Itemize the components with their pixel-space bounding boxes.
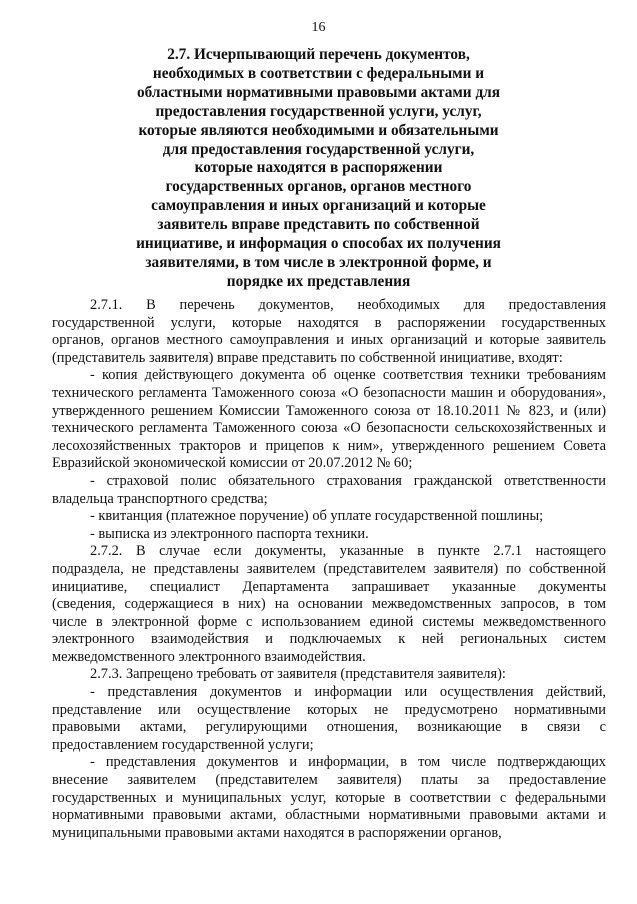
paragraph-line: электронного взаимодействия и подключаемых к ней региональных систем: [52, 631, 606, 648]
paragraph-line: представление или осуществление которых не предусмотрено нормативными: [52, 701, 606, 718]
paragraph-line: - представления документов и информации, в том числе подтверждающих: [90, 754, 606, 771]
paragraph-line: лесохозяйственных тракторов и прицепов к ним», утвержденного решением Совета: [52, 437, 606, 454]
paragraph-line: (сведения, содержащиеся в них) на основании межведомственных запросов, в том: [52, 596, 606, 613]
heading-line: которые находятся в распоряжении: [194, 159, 443, 177]
paragraph: [52, 508, 606, 526]
heading-line: порядке их представления: [226, 272, 411, 290]
paragraph-line: (представитель заявителя) вправе представить по собственной инициативе, входят:: [52, 349, 563, 366]
paragraph-line: - копия действующего документа об оценке соответствия техники требованиям: [90, 367, 606, 384]
heading-line: которые являются необходимыми и обязательными: [138, 121, 499, 139]
paragraph: [52, 684, 606, 754]
paragraph-line: внесение заявителем (представителем заявителя) платы за предоставление: [52, 772, 606, 789]
paragraph-line: - представления документов и информации или осуществления действий,: [90, 684, 606, 701]
section-heading: [100, 46, 537, 292]
paragraph-line: муниципальными правовыми актами находятся в распоряжении органов,: [52, 824, 502, 841]
paragraph-line: 2.7.3. Запрещено требовать от заявителя (представителя заявителя):: [90, 666, 506, 683]
paragraph-line: государственной услуги, которые находятся в распоряжении государственных: [52, 314, 606, 331]
page-number: 16: [311, 20, 326, 35]
paragraph-line: предоставлением государственной услуги;: [52, 736, 314, 753]
paragraph-line: - выписка из электронного паспорта техники.: [90, 525, 369, 542]
paragraph: [52, 297, 606, 367]
paragraph-line: владельца транспортного средства;: [52, 490, 268, 507]
paragraph: [52, 526, 606, 544]
paragraph-line: технического регламента Таможенного союза «О безопасности сельскохозяйственных и: [52, 420, 606, 437]
paragraph-line: - страховой полис обязательного страхования гражданской ответственности: [90, 472, 606, 489]
paragraph-line: технического регламента Таможенного союза «О безопасности машин и оборудования»,: [52, 384, 606, 401]
heading-line: заявителями, в том числе в электронной форме, и: [145, 253, 492, 271]
paragraph-line: нормативными правовыми актами, областными нормативными правовыми актами и: [52, 807, 606, 824]
paragraph-line: - квитанция (платежное поручение) об уплате государственной пошлины;: [90, 508, 544, 525]
heading-line: самоуправления и иных организаций и которые: [151, 197, 486, 215]
heading-line: необходимых в соответствии с федеральными и: [152, 64, 485, 82]
paragraph-line: 2.7.1. В перечень документов, необходимых для предоставления: [90, 297, 606, 313]
heading-line: 2.7. Исчерпывающий перечень документов,: [167, 46, 470, 63]
paragraph-line: утвержденного решением Комиссии Таможенного союза от 18.10.2011 № 823, и (или): [52, 402, 606, 419]
paragraph-line: государственных и муниципальных услуг, которые в соответствии с федеральными: [52, 789, 606, 806]
body-text: [52, 297, 606, 842]
paragraph-line: Евразийской экономической комиссии от 20.07.2012 № 60;: [52, 455, 413, 472]
heading-line: областными нормативными правовыми актами для: [136, 83, 501, 101]
paragraph: [52, 473, 606, 508]
paragraph: [52, 543, 606, 666]
paragraph-line: 2.7.2. В случае если документы, указанные в пункте 2.7.1 настоящего: [90, 543, 606, 560]
heading-line: предоставления государственной услуги, услуг,: [155, 102, 482, 120]
paragraph: [52, 666, 606, 684]
paragraph: [52, 367, 606, 473]
heading-line: инициативе, и информация о способах их получения: [136, 235, 501, 253]
paragraph-line: числе в электронной форме с использованием единой системы межведомственного: [52, 613, 606, 630]
paragraph-line: межведомственного электронного взаимодействия.: [52, 648, 366, 665]
heading-line: государственных органов, органов местного: [165, 178, 472, 196]
heading-line: для предоставления государственной услуги,: [162, 140, 475, 158]
paragraph-line: подраздела, не представлены заявителем (представителем заявителя) по собственной: [52, 560, 606, 577]
paragraph-line: инициативе, специалист Департамента запрашивает указанные документы: [52, 578, 606, 595]
paragraph-line: правовыми актами, регулирующими отношения, возникающие в связи с: [52, 719, 606, 736]
paragraph-line: органов, органов местного самоуправления и иных организаций и которые заявитель: [52, 332, 606, 349]
heading-line: заявитель вправе представить по собственной: [157, 216, 480, 234]
paragraph: [52, 754, 606, 842]
